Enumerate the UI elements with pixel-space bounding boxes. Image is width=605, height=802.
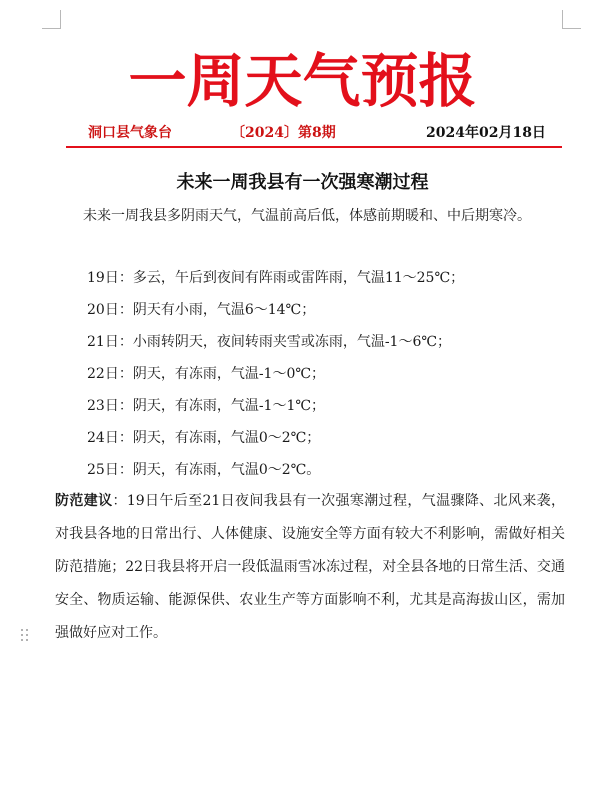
advice-text: ：19日午后至21日夜间我县有一次强寒潮过程，气温骤降、北风来袭，对我县各地的日常出行、人体健康、设施安全等方面有较大不利影响，需做好相关防范措施；22日我县将开启一段低温雨雪冰冻过程，对全县各地的日常生活、交通安全、物质运输、能源保供、农业生产等方面影响不利，尤其是高海拔山区，需加强做好应对工作。 bbox=[55, 493, 566, 641]
page-margin-marker-top-left bbox=[42, 10, 61, 29]
forecast-day-24: 24日：阴天，有冻雨，气温0～2℃； bbox=[87, 430, 321, 446]
forecast-day-21: 21日：小雨转阴天，夜间转雨夹雪或冻雨，气温-1～6℃； bbox=[87, 334, 452, 350]
issuer-name: 洞口县气象台 bbox=[88, 125, 172, 141]
forecast-day-23: 23日：阴天，有冻雨，气温-1～1℃； bbox=[87, 398, 326, 414]
forecast-day-22: 22日：阴天，有冻雨，气温-1～0℃； bbox=[87, 366, 326, 382]
intro-paragraph: 未来一周我县多阴雨天气，气温前高后低，体感前期暖和、中后期寒冷。 bbox=[83, 208, 531, 224]
advice-label: 防范建议 bbox=[55, 493, 113, 509]
masthead-title: 一周天气预报 bbox=[128, 47, 477, 115]
issue-number: 〔2024〕第8期 bbox=[231, 125, 336, 141]
drag-handle-icon[interactable] bbox=[20, 628, 30, 644]
forecast-day-20: 20日：阴天有小雨，气温6～14℃； bbox=[87, 302, 316, 318]
issue-date: 2024年02月18日 bbox=[426, 125, 546, 141]
forecast-day-19: 19日：多云，午后到夜间有阵雨或雷阵雨，气温11～25℃； bbox=[87, 270, 465, 286]
forecast-day-25: 25日：阴天，有冻雨，气温0～2℃。 bbox=[87, 462, 321, 478]
header-divider bbox=[66, 146, 562, 148]
advice-paragraph bbox=[55, 485, 565, 650]
article-headline: 未来一周我县有一次强寒潮过程 bbox=[176, 172, 429, 193]
page-margin-marker-top-right bbox=[562, 10, 581, 29]
